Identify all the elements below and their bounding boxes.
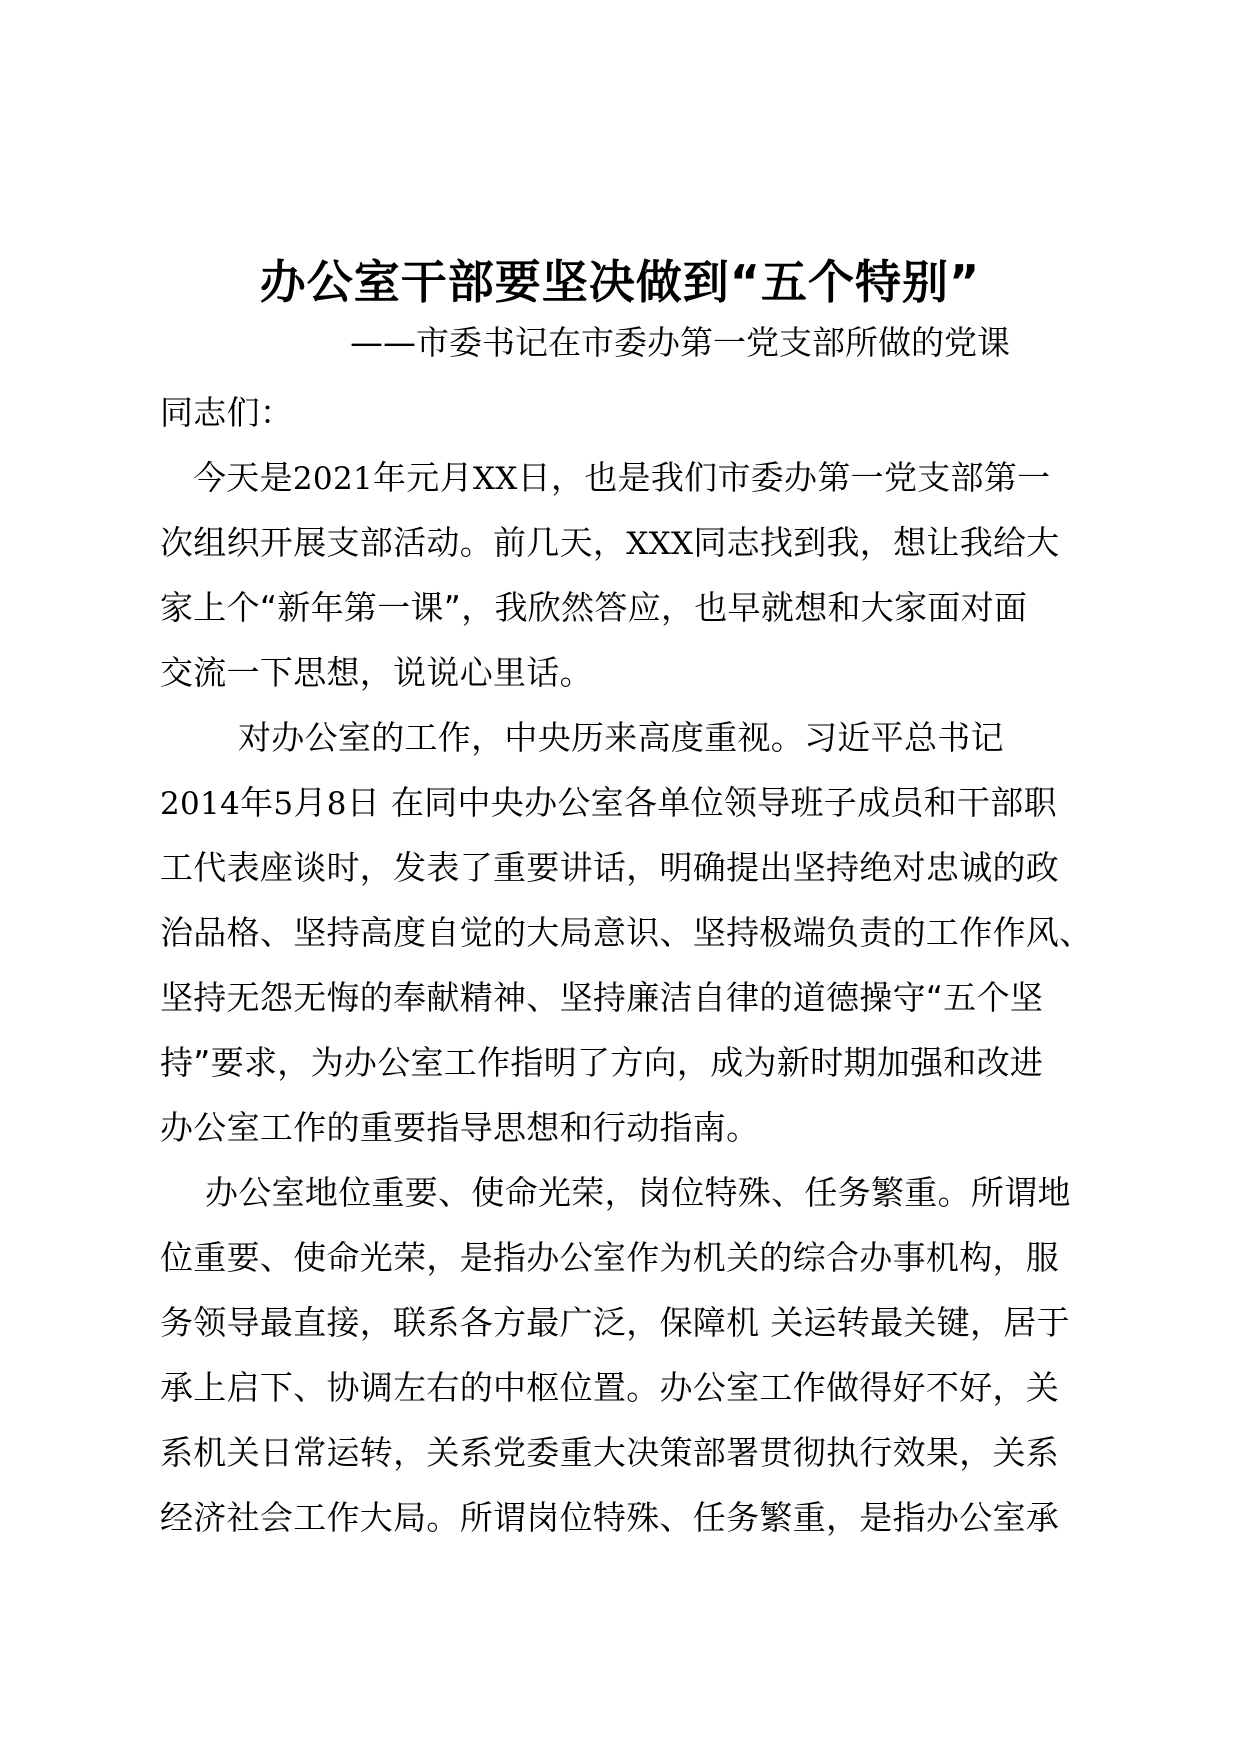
number-segment: 2014 xyxy=(160,786,241,822)
paragraph-2-line-5: 坚持无怨无悔的奉献精神、坚持廉洁自律的道德操守“五个坚 xyxy=(160,978,1044,1017)
text-segment: 今天是 xyxy=(193,458,293,497)
number-segment: 2021 xyxy=(292,461,373,497)
text-segment: 日 在同中央办公室各单位领导班子成员和干部职 xyxy=(346,783,1057,822)
text-segment: 月 xyxy=(293,783,327,822)
paragraph-2-line-3: 工代表座谈时，发表了重要讲话，明确提出坚持绝对忠诚的政 xyxy=(160,848,1060,887)
paragraph-3-line-1: 办公室地位重要、使命光荣，岗位特殊、任务繁重。所谓地 xyxy=(205,1173,1071,1212)
paragraph-3-line-3: 务领导最直接，联系各方最广泛，保障机 关运转最关键，居于 xyxy=(160,1303,1070,1342)
paragraph-1-line-4: 交流一下思想，说说心里话。 xyxy=(160,653,593,692)
text-segment: 同志找到我，想让我给大 xyxy=(693,523,1060,562)
paragraph-2-line-4: 治品格、坚持高度自觉的大局意识、坚持极端负责的工作作风、 xyxy=(160,913,1093,952)
text-segment: 年 xyxy=(240,783,274,822)
document-subtitle: ——市委书记在市委办第一党支部所做的党课 xyxy=(350,323,1010,362)
salutation: 同志们： xyxy=(160,393,294,432)
paragraph-1-line-2 xyxy=(160,510,1085,575)
paragraph-1-line-1 xyxy=(160,445,1085,510)
paragraph-3-line-6: 经济社会工作大局。所谓岗位特殊、任务繁重，是指办公室承 xyxy=(160,1498,1060,1537)
number-segment: 8 xyxy=(326,786,347,822)
paragraph-2-line-7: 办公室工作的重要指导思想和行动指南。 xyxy=(160,1108,760,1147)
paragraph-2-line-1: 对办公室的工作，中央历来高度重视。习近平总书记 xyxy=(238,718,1004,757)
paragraph-3-line-4: 承上启下、协调左右的中枢位置。办公室工作做得好不好，关 xyxy=(160,1368,1060,1407)
paragraph-2-line-6: 持”要求，为办公室工作指明了方向，成为新时期加强和改进 xyxy=(160,1043,1044,1082)
paragraph-3-line-5: 系机关日常运转，关系党委重大决策部署贯彻执行效果，关系 xyxy=(160,1433,1060,1472)
paragraph-1-line-3: 家上个“新年第一课”，我欣然答应，也早就想和大家面对面 xyxy=(160,588,1028,627)
text-segment: 年元月 xyxy=(373,458,473,497)
paragraph-2-line-2 xyxy=(160,770,1085,835)
number-segment: 5 xyxy=(273,786,294,822)
document-title: 办公室干部要坚决做到“五个特别” xyxy=(259,255,981,309)
text-segment: 日，也是我们市委办第一党支部第一 xyxy=(517,458,1051,497)
number-segment: XX xyxy=(472,461,518,497)
number-segment: XXX xyxy=(626,526,694,562)
paragraph-3-line-2: 位重要、使命光荣，是指办公室作为机关的综合办事机构，服 xyxy=(160,1238,1060,1277)
text-segment: 次组织开展支部活动。前几天， xyxy=(160,523,627,562)
document-body xyxy=(160,380,1093,1550)
